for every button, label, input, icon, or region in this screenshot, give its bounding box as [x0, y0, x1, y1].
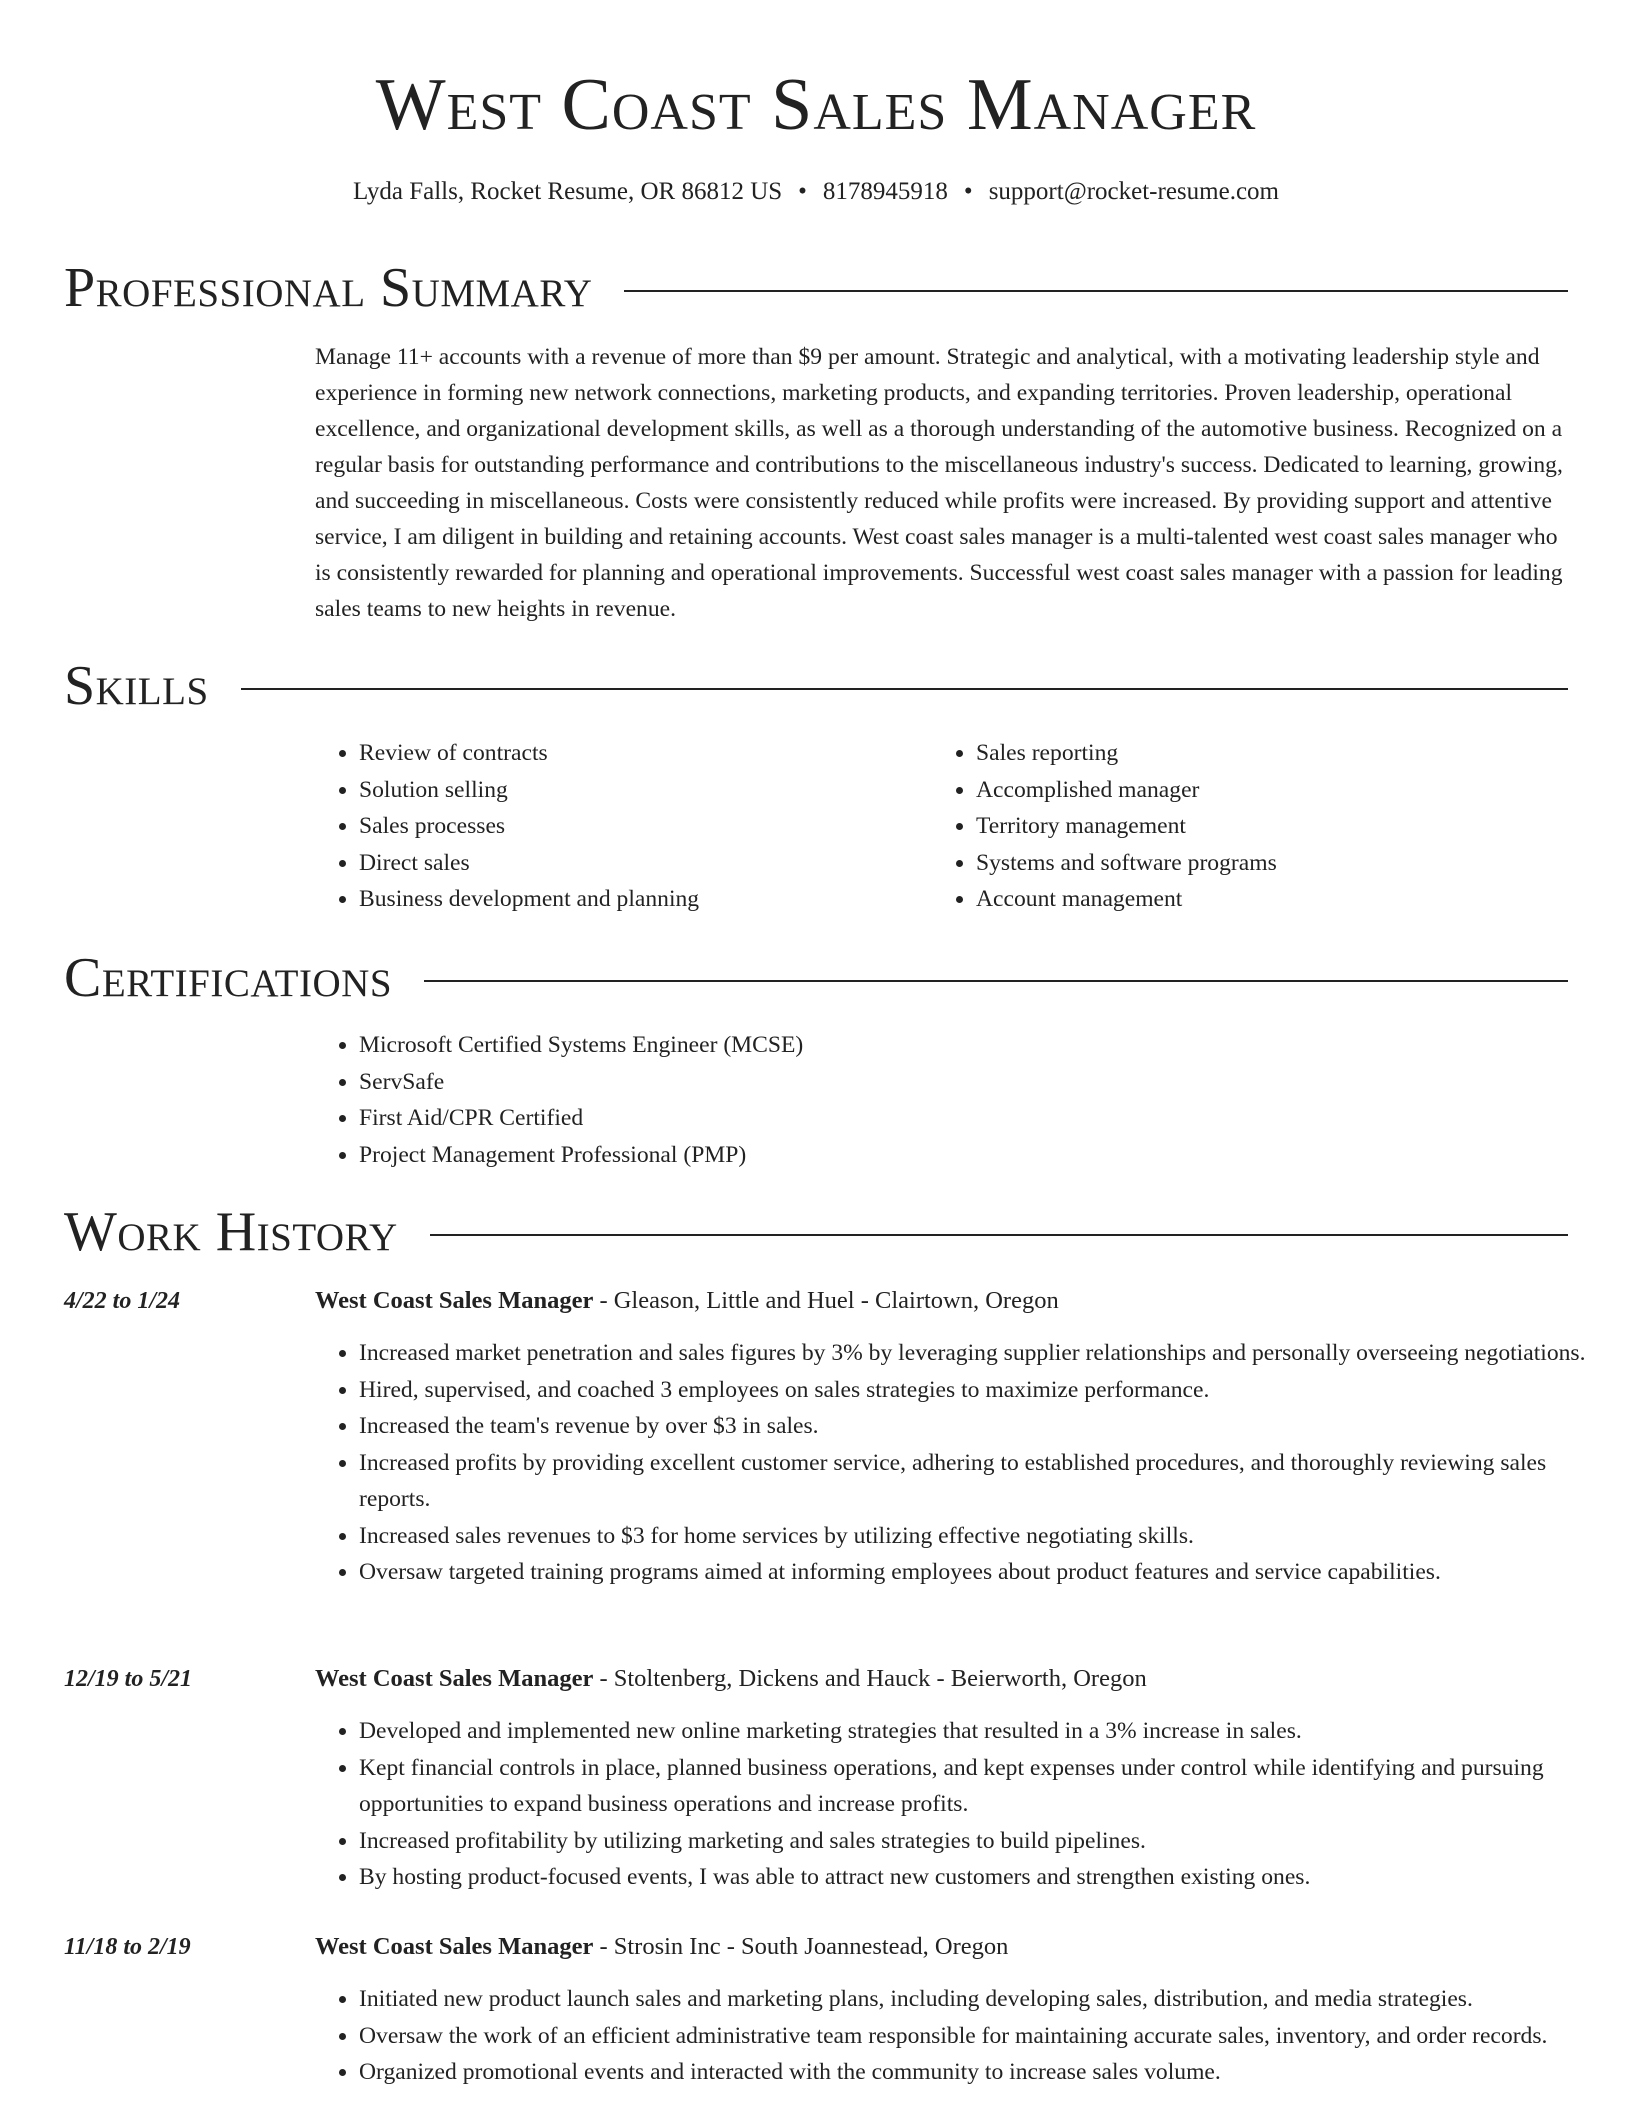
- job-bullet: • Increased the team's revenue by over $3 in sales.: [359, 1408, 1612, 1445]
- skill-item: • Systems and software programs: [976, 845, 1277, 882]
- job-details: - Strosin Inc - South Joannestead, Oregon: [593, 1933, 1009, 1960]
- section-header-skills: [64, 656, 1568, 716]
- section-rule: [430, 1234, 1568, 1236]
- job-dates: 11/18 to 2/19: [64, 1934, 191, 1960]
- job-bullet: • Increased sales revenues to $3 for home services by utilizing effective negotiating skills.: [359, 1518, 1612, 1555]
- skill-item: • Sales reporting: [976, 735, 1277, 772]
- certification-item: • Microsoft Certified Systems Engineer (MCSE): [359, 1027, 803, 1064]
- certification-item: • First Aid/CPR Certified: [359, 1100, 803, 1137]
- job-bullet: • By hosting product-focused events, I was able to attract new customers and strengthen existing ones.: [359, 1859, 1612, 1896]
- contact-separator: •: [798, 178, 807, 205]
- job-dates: 4/22 to 1/24: [64, 1288, 181, 1314]
- job-heading: [315, 1929, 1008, 1965]
- contact-line: [0, 175, 1632, 209]
- job-details: - Gleason, Little and Huel - Clairtown, Oregon: [593, 1287, 1059, 1314]
- job-bullets: [315, 1713, 1612, 1896]
- summary-text: Manage 11+ accounts with a revenue of more than $9 per amount. Strategic and analytical, with a motivating leadership style and experience in forming new network connections, marketing products, and expanding territories. Proven leadership, operational excellence, and organizational development skills, as well as a thorough understanding of the automotive business. Recognized on a regular basis for outstanding performance and contributions to the miscellaneous industry's success. Dedicated to learning, growing, and succeeding in miscellaneous. Costs were consistently reduced while profits were increased. By providing support and attentive service, I am diligent in building and retaining accounts. West coast sales manager is a multi-talented west coast sales manager who is consistently rewarded for planning and operational improvements. Successful west coast sales manager with a passion for leading sales teams to new heights in revenue.: [315, 344, 1563, 622]
- job-dates: 12/19 to 5/21: [64, 1666, 193, 1692]
- job-bullet: • Organized promotional events and interacted with the community to increase sales volume.: [359, 2054, 1612, 2091]
- job-bullet: • Kept financial controls in place, planned business operations, and kept expenses under control while identifying and pursuing opportunities to expand business operations and increase profits.: [359, 1750, 1612, 1823]
- contact-address: Lyda Falls, Rocket Resume, OR 86812 US: [353, 178, 783, 205]
- job-bullet: • Hired, supervised, and coached 3 employees on sales strategies to maximize performance.: [359, 1372, 1612, 1409]
- job-bullet: • Developed and implemented new online marketing strategies that resulted in a 3% increase in sales.: [359, 1713, 1612, 1750]
- job-title: West Coast Sales Manager: [315, 1665, 594, 1692]
- job-title: West Coast Sales Manager: [315, 1287, 594, 1314]
- section-title-skills: Skills: [64, 655, 209, 717]
- job-bullet: • Increased profitability by utilizing marketing and sales strategies to build pipelines.: [359, 1823, 1612, 1860]
- skill-item: • Territory management: [976, 808, 1277, 845]
- job-bullets: [315, 1335, 1612, 1591]
- section-rule: [241, 688, 1568, 690]
- skill-item: • Accomplished manager: [976, 772, 1277, 809]
- section-title-work-history: Work History: [64, 1201, 398, 1263]
- skill-item: • Review of contracts: [359, 735, 699, 772]
- job-bullet: • Oversaw the work of an efficient administrative team responsible for maintaining accurate sales, inventory, and order records.: [359, 2018, 1612, 2055]
- skills-list-right: [932, 735, 1277, 918]
- skills-list-left: [315, 735, 699, 918]
- section-header-certifications: [64, 948, 1568, 1008]
- job-bullet: • Increased market penetration and sales figures by 3% by leveraging supplier relationships and personally overseeing negotiations.: [359, 1335, 1612, 1372]
- section-title-summary: Professional Summary: [64, 257, 593, 319]
- skill-item: • Business development and planning: [359, 881, 699, 918]
- section-rule: [624, 290, 1568, 292]
- job-bullet: • Oversaw targeted training programs aimed at informing employees about product features and service capabilities.: [359, 1554, 1612, 1591]
- job-details: - Stoltenberg, Dickens and Hauck - Beierworth, Oregon: [593, 1665, 1147, 1692]
- section-title-certifications: Certifications: [64, 947, 393, 1009]
- job-title: West Coast Sales Manager: [315, 1933, 594, 1960]
- job-bullet: • Increased profits by providing excellent customer service, adhering to established procedures, and thoroughly reviewing sales reports.: [359, 1445, 1612, 1518]
- skill-item: • Solution selling: [359, 772, 699, 809]
- skill-item: • Direct sales: [359, 845, 699, 882]
- contact-email: support@rocket-resume.com: [988, 178, 1279, 205]
- job-heading: [315, 1283, 1059, 1319]
- certification-item: • ServSafe: [359, 1064, 803, 1101]
- section-header-work-history: [64, 1202, 1568, 1262]
- section-header-summary: [64, 258, 1568, 318]
- certifications-list: [315, 1027, 803, 1173]
- job-bullets: [315, 1981, 1612, 2091]
- job-bullet: • Initiated new product launch sales and marketing plans, including developing sales, distribution, and media strategies.: [359, 1981, 1612, 2018]
- contact-separator: •: [963, 178, 973, 205]
- section-rule: [424, 980, 1568, 982]
- resume-name: West Coast Sales Manager: [375, 64, 1257, 146]
- contact-phone: 8178945918: [822, 178, 948, 205]
- skill-item: • Account management: [976, 881, 1277, 918]
- job-heading: [315, 1661, 1147, 1697]
- skill-item: • Sales processes: [359, 808, 699, 845]
- certification-item: • Project Management Professional (PMP): [359, 1137, 803, 1174]
